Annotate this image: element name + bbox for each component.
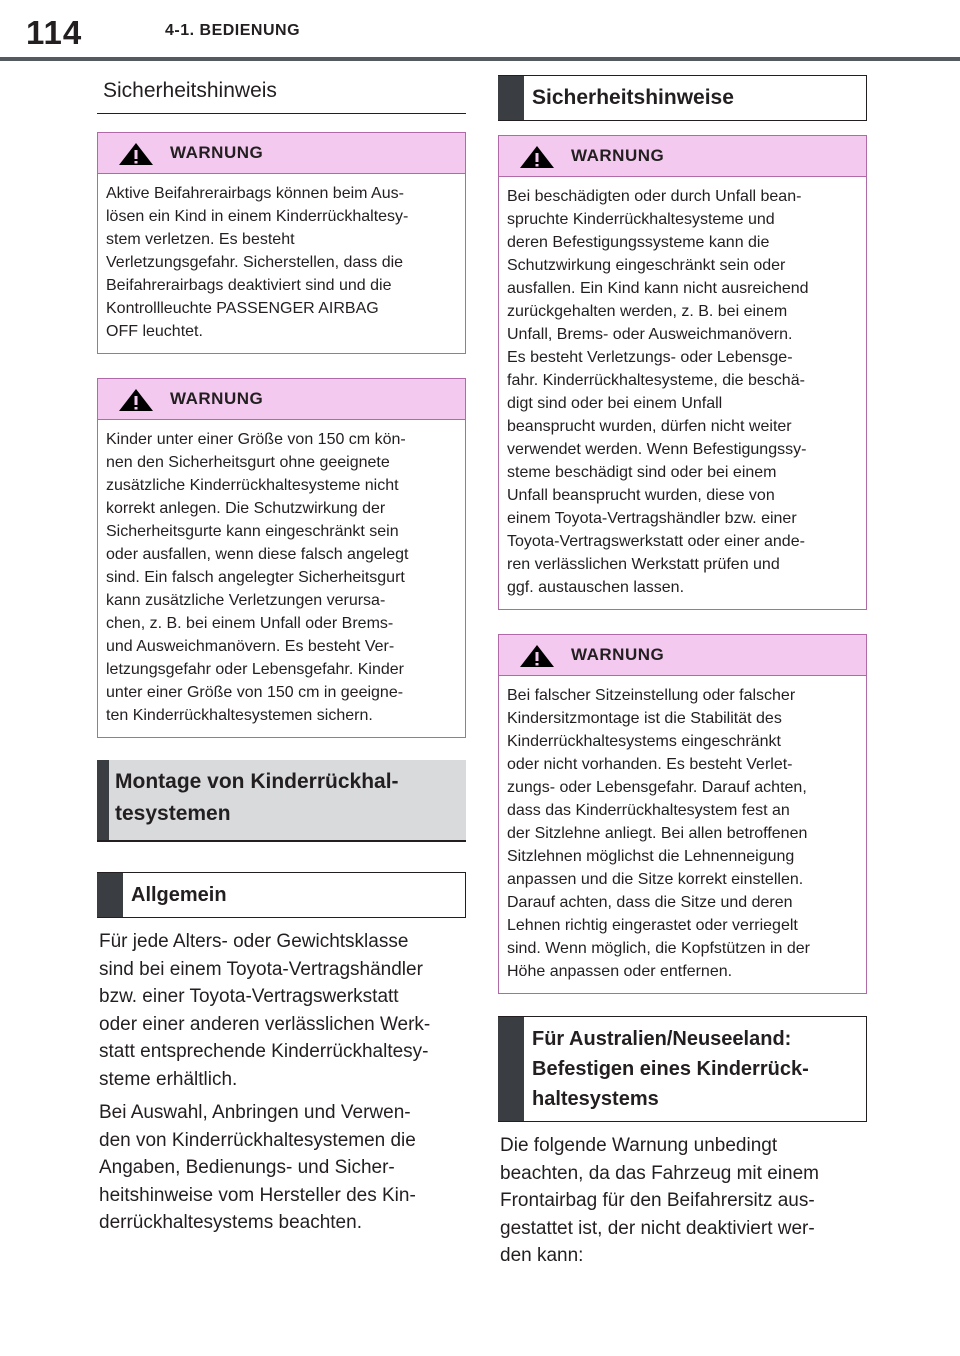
warning-text	[98, 174, 465, 353]
section-heading-safety: Sicherheitshinweis	[97, 75, 466, 114]
text-line: Toyota-Vertragswerkstatt oder einer ande-	[507, 533, 805, 550]
text-line: der Sitzlehne anliegt. Bei allen betroffenen	[507, 825, 808, 842]
text-line: beansprucht wurden, dürfen nicht weiter	[507, 418, 792, 435]
text-line: verwendet werden. Wenn Befestigungssy-	[507, 441, 807, 458]
text-line: ausfallen. Ein Kind kann nicht ausreichend	[507, 280, 809, 297]
section-heading-mounting	[97, 760, 466, 842]
text-line: und Ausweichmanövern. Es besteht Ver-	[106, 638, 395, 655]
warning-triangle-icon	[118, 142, 154, 166]
heading-bar	[97, 760, 109, 840]
text-line: Kindersitzmontage ist die Stabilität des	[507, 710, 782, 727]
warning-box	[498, 135, 867, 610]
text-line: Die folgende Warnung unbedingt	[500, 1135, 778, 1156]
subheading-general	[97, 872, 466, 918]
subheading-text: Allgemein	[131, 884, 227, 906]
text-line: chen, z. B. bei einem Unfall oder Brems-	[106, 615, 394, 632]
text-line: lösen ein Kind in einem Kinderrückhaltesy-	[106, 208, 409, 225]
text-line: OFF leuchtet.	[106, 323, 203, 340]
text-line: bzw. einer Toyota-Vertragswerkstatt	[99, 986, 399, 1007]
warning-box	[498, 634, 867, 994]
warning-box	[97, 378, 466, 738]
header-rule	[0, 57, 960, 61]
heading-line: Befestigen eines Kinderrück-	[532, 1058, 809, 1080]
text-line: Aktive Beifahrerairbags können beim Aus-	[106, 185, 404, 202]
text-line: beachten, da das Fahrzeug mit einem	[500, 1162, 819, 1184]
text-line: Verletzungsgefahr. Sicherstellen, dass die	[106, 254, 404, 271]
warning-text	[98, 420, 465, 737]
text-line: zungs- oder Lebensgefahr. Darauf achten,	[507, 779, 807, 796]
text-line: Kontrollleuchte PASSENGER AIRBAG	[106, 300, 379, 317]
text-line: deren Befestigungssysteme kann die	[507, 234, 770, 251]
warning-title: WARNUNG	[571, 645, 665, 664]
warning-header	[499, 136, 866, 177]
warning-header	[98, 133, 465, 174]
text-line: Sicherheitsgurte kann eingeschränkt sein	[106, 523, 399, 540]
heading-bar	[97, 873, 123, 917]
heading-line: tesystemen	[115, 802, 231, 825]
text-line: sind. Ein falsch angelegter Sicherheitsgurt	[106, 569, 405, 586]
text-line: oder ausfallen, wenn diese falsch angelegt	[106, 546, 409, 563]
body-text	[97, 928, 466, 1237]
text-line: Frontairbag für den Beifahrersitz aus-	[500, 1190, 815, 1211]
text-line: derrückhaltesystems beachten.	[99, 1212, 362, 1233]
text-line: Beifahrerairbags deaktiviert sind und die	[106, 277, 392, 294]
heading-line: haltesystems	[532, 1088, 659, 1110]
text-line: oder einer anderen verlässlichen Werk-	[99, 1013, 431, 1035]
text-line: steme beschädigt sind oder bei einem	[507, 464, 777, 481]
text-line: dass das Kinderrückhaltesystem fest an	[507, 802, 790, 819]
page-number: 114	[26, 14, 83, 51]
heading-bar	[498, 1017, 524, 1121]
text-line: unter einer Größe von 150 cm in geeigne-	[106, 684, 404, 701]
text-line: fahr. Kinderrückhaltesysteme, die beschä-	[507, 372, 805, 389]
text-line: ten Kinderrückhaltesystemen sichern.	[106, 707, 373, 724]
text-line: Angaben, Bedienungs- und Sicher-	[99, 1157, 395, 1178]
text-line: stem verletzen. Es besteht	[106, 231, 295, 248]
text-line: den kann:	[500, 1245, 584, 1266]
section-heading-safety-notes	[498, 75, 867, 121]
text-line: letzungsgefahr oder Lebensgefahr. Kinder	[106, 661, 404, 678]
paragraph	[97, 928, 466, 1093]
chapter-title: 4-1. BEDIENUNG	[165, 22, 301, 39]
heading-text: Sicherheitshinweise	[532, 86, 734, 109]
warning-title: WARNUNG	[170, 143, 264, 162]
warning-text	[499, 177, 866, 609]
text-line: sind. Wenn möglich, die Kopfstützen in der	[507, 940, 810, 957]
warning-title: WARNUNG	[571, 146, 665, 165]
text-line: Kinderrückhaltesystems eingeschränkt	[507, 733, 781, 750]
text-line: gestattet ist, der nicht deaktiviert wer-	[500, 1217, 815, 1239]
warning-title: WARNUNG	[170, 389, 264, 408]
warning-triangle-icon	[519, 145, 555, 169]
paragraph	[97, 1099, 466, 1237]
text-line: Unfall beansprucht wurden, diese von	[507, 487, 775, 504]
text-line: Lehnen richtig eingerastet oder verriegelt	[507, 917, 798, 934]
warning-triangle-icon	[519, 644, 555, 668]
text-line: heitshinweise vom Hersteller des Kin-	[99, 1184, 416, 1206]
text-line: Höhe anpassen oder entfernen.	[507, 963, 733, 980]
text-line: Darauf achten, dass die Sitze und deren	[507, 894, 793, 911]
text-line: steme erhältlich.	[99, 1068, 238, 1090]
left-column	[97, 75, 466, 1237]
warning-header	[98, 379, 465, 420]
heading-line: Montage von Kinderrückhal-	[115, 770, 399, 793]
paragraph	[498, 1132, 867, 1270]
warning-triangle-icon	[118, 388, 154, 412]
text-line: Kinder unter einer Größe von 150 cm kön-	[106, 431, 406, 448]
text-line: Bei falscher Sitzeinstellung oder falscher	[507, 687, 796, 704]
text-line: oder nicht vorhanden. Es besteht Verlet-	[507, 756, 793, 773]
heading-bar	[498, 76, 524, 120]
text-line: den von Kinderrückhaltesystemen die	[99, 1129, 416, 1151]
text-line: zusätzliche Kinderrückhaltesysteme nicht	[106, 477, 399, 494]
warning-header	[499, 635, 866, 676]
text-line: Bei Auswahl, Anbringen und Verwen-	[99, 1102, 411, 1123]
text-line: Es besteht Verletzungs- oder Lebensge-	[507, 349, 793, 366]
text-line: Für jede Alters- oder Gewichtsklasse	[99, 931, 409, 952]
text-line: sind bei einem Toyota-Vertragshändler	[99, 958, 423, 980]
text-line: digt sind oder bei einem Unfall	[507, 395, 723, 412]
text-line: Schutzwirkung eingeschränkt sein oder	[507, 257, 786, 274]
text-line: Sitzlehnen möglichst die Lehnenneigung	[507, 848, 795, 865]
warning-box	[97, 132, 466, 354]
heading-line: Für Australien/Neuseeland:	[532, 1028, 792, 1050]
text-line: Bei beschädigten oder durch Unfall bean-	[507, 188, 802, 205]
subheading-australia	[498, 1016, 867, 1122]
right-column	[498, 75, 867, 1270]
text-line: ggf. austauschen lassen.	[507, 579, 685, 596]
text-line: statt entsprechende Kinderrückhaltesy-	[99, 1041, 429, 1062]
text-line: zurückgehalten werden, z. B. bei einem	[507, 303, 788, 320]
text-line: spruchte Kinderrückhaltesysteme und	[507, 211, 775, 228]
text-line: Unfall, Brems- oder Ausweichmanövern.	[507, 326, 793, 343]
text-line: anpassen und die Sitze korrekt einstellen.	[507, 871, 804, 888]
text-line: nen den Sicherheitsgurt ohne geeignete	[106, 454, 390, 471]
warning-text	[499, 676, 866, 993]
text-line: ren verlässlichen Werkstatt prüfen und	[507, 556, 780, 573]
text-line: einem Toyota-Vertragshändler bzw. einer	[507, 510, 797, 527]
text-line: kann zusätzliche Verletzungen verursa-	[106, 592, 386, 609]
text-line: korrekt anlegen. Die Schutzwirkung der	[106, 500, 386, 517]
